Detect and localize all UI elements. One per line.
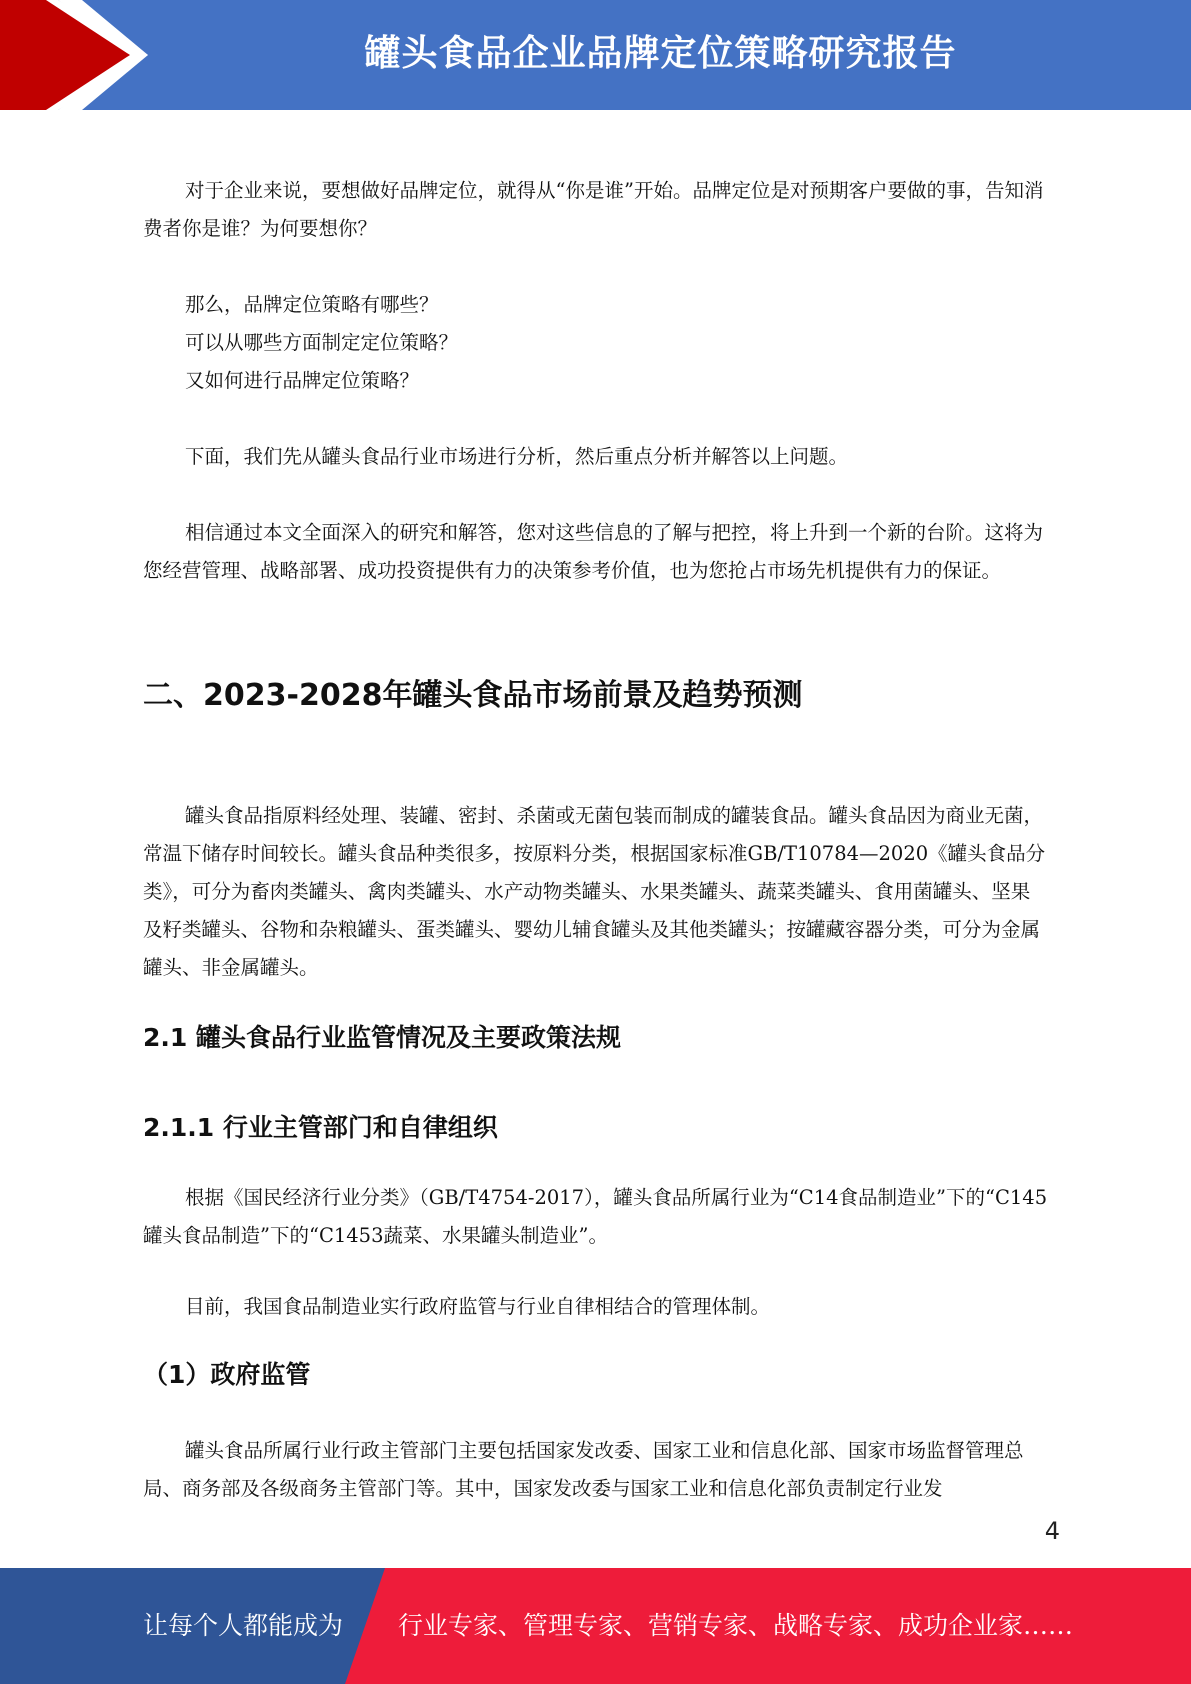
page-footer [0, 1568, 1191, 1684]
definition-paragraph: 罐头食品指原料经处理、装罐、密封、杀菌或无菌包装而制成的罐装食品。罐头食品因为商业无菌，常温下储存时间较长。罐头食品种类很多，按原料分类，根据国家标准GB/T10784—2020《罐头食品分类》，可分为畜肉类罐头、禽肉类罐头、水产动物类罐头、水果类罐头、蔬菜类罐头、食用菌罐头、坚果及籽类罐头、谷物和杂粮罐头、蛋类罐头、婴幼儿辅食罐头及其他类罐头；按罐藏容器分类，可分为金属罐头、非金属罐头。 [143, 804, 1046, 979]
section-heading: 二、2023-2028年罐头食品市场前景及趋势预测 [143, 678, 803, 713]
supervision-paragraph: 罐头食品所属行业行政主管部门主要包括国家发改委、国家工业和信息化部、国家市场监督管理总局、商务部及各级商务主管部门等。其中，国家发改委与国家工业和信息化部负责制定行业发 [143, 1439, 1024, 1500]
classification-paragraph: 根据《国民经济行业分类》（GB/T4754-2017），罐头食品所属行业为“C14食品制造业”下的“C145罐头食品制造”下的“C1453蔬菜、水果罐头制造业”。 [143, 1186, 1048, 1247]
footer-slogan-right: 行业专家、管理专家、营销专家、战略专家、成功企业家…… [398, 1611, 1074, 1640]
page-header [0, 0, 1191, 110]
footer-slogan-left: 让每个人都能成为 [143, 1611, 344, 1640]
management-paragraph: 目前，我国食品制造业实行政府监管与行业自律相结合的管理体制。 [185, 1295, 771, 1318]
report-title: 罐头食品企业品牌定位策略研究报告 [364, 33, 957, 74]
question-1: 那么，品牌定位策略有哪些？ [185, 293, 439, 316]
intro-paragraph: 对于企业来说，要想做好品牌定位，就得从“你是谁”开始。品牌定位是对预期客户要做的事，告知消费者你是谁？为何要想你？ [143, 179, 1044, 240]
question-3: 又如何进行品牌定位策略？ [185, 369, 420, 392]
belief-paragraph: 相信通过本文全面深入的研究和解答，您对这些信息的了解与把控，将上升到一个新的台阶。这将为您经营管理、战略部署、成功投资提供有力的决策参考价值，也为您抢占市场先机提供有力的保证。 [143, 521, 1044, 582]
subsection-heading: 2.1 罐头食品行业监管情况及主要政策法规 [143, 1023, 621, 1052]
analysis-paragraph: 下面，我们先从罐头食品行业市场进行分析，然后重点分析并解答以上问题。 [185, 445, 849, 468]
subsubsection-heading: 2.1.1 行业主管部门和自律组织 [143, 1113, 498, 1142]
government-supervision-heading: （1）政府监管 [143, 1360, 311, 1389]
page-number: 4 [1044, 1517, 1060, 1545]
question-2: 可以从哪些方面制定定位策略？ [185, 331, 459, 354]
